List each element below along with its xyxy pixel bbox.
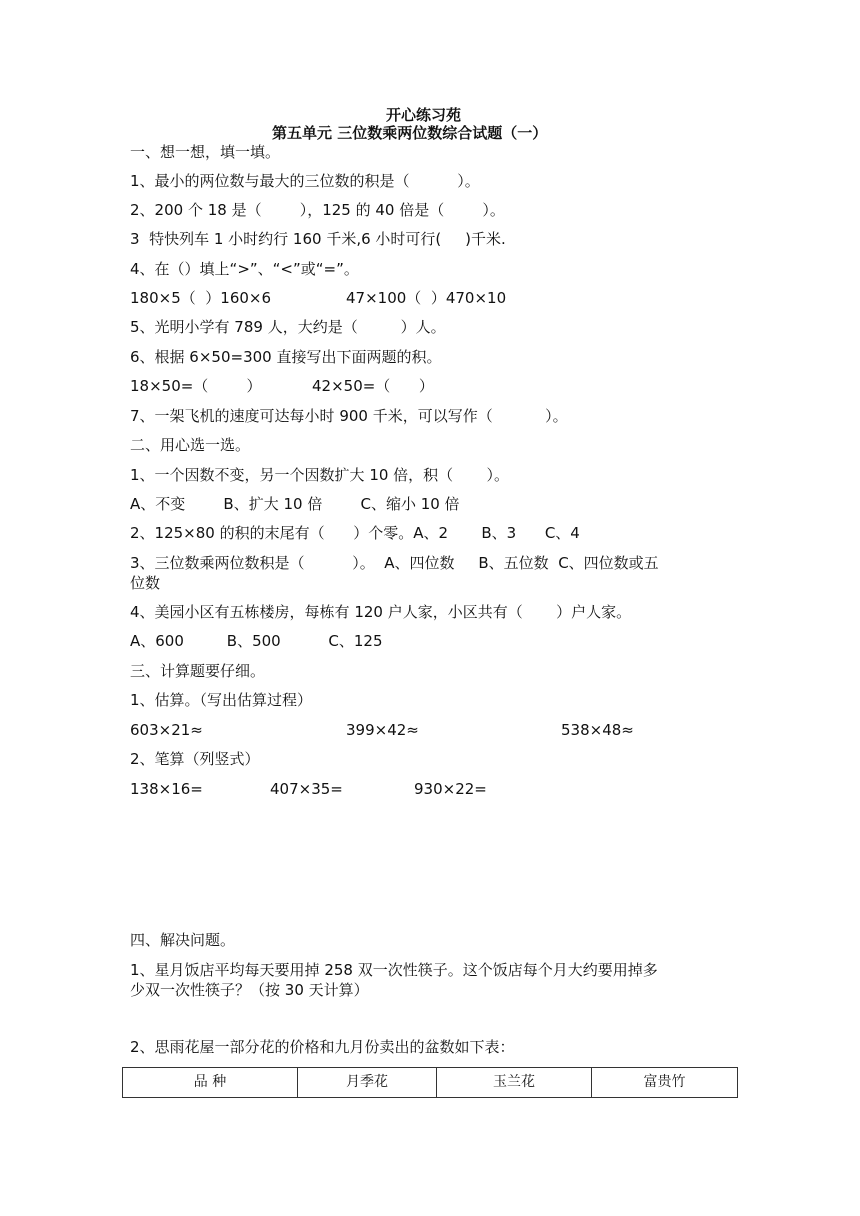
question-2-4-options: A、600 B、500 C、125	[130, 632, 383, 650]
question-2-1-options: A、不变 B、扩大 10 倍 C、缩小 10 倍	[130, 495, 460, 513]
table-header-magnolia: 玉兰花	[437, 1068, 592, 1098]
estimate-c: 538×48≈	[561, 721, 634, 739]
question-1-3: 3 特快列车 1 小时约行 160 千米,6 小时可行( )千米.	[130, 230, 506, 248]
page-subtitle: 第五单元 三位数乘两位数综合试题（一）	[272, 124, 548, 142]
section3-heading: 三、计算题要仔细。	[130, 662, 266, 680]
question-1-7: 7、一架飞机的速度可达每小时 900 千米，可以写作（ ）。	[130, 407, 568, 425]
question-2-1: 1、一个因数不变，另一个因数扩大 10 倍，积（ ）。	[130, 466, 510, 484]
question-1-2: 2、200 个 18 是（ ），125 的 40 倍是（ ）。	[130, 201, 505, 219]
page-title: 开心练习苑	[386, 106, 462, 124]
section4-heading: 四、解决问题。	[130, 931, 236, 949]
problem-4-2: 2、思雨花屋一部分花的价格和九月份卖出的盆数如下表：	[130, 1038, 515, 1056]
question-1-4a: 180×5（ ）160×6	[130, 289, 272, 307]
estimate-heading: 1、估算。（写出估算过程）	[130, 691, 313, 709]
problem-4-1-line2: 少双一次性筷子？（按 30 天计算）	[130, 981, 369, 999]
question-2-3-line1: 3、三位数乘两位数积是（ ）。 A、四位数 B、五位数 C、四位数或五	[130, 554, 659, 572]
problem-4-1-line1: 1、星月饭店平均每天要用掉 258 双一次性筷子。这个饭店每个月大约要用掉多	[130, 961, 658, 979]
question-1-6: 6、根据 6×50=300 直接写出下面两题的积。	[130, 348, 442, 366]
calc-b: 407×35=	[270, 780, 343, 798]
table-header-lucky-bamboo: 富贵竹	[592, 1068, 738, 1098]
question-2-4: 4、美园小区有五栋楼房，每栋有 120 户人家，小区共有（ ）户人家。	[130, 603, 632, 621]
question-1-5: 5、光明小学有 789 人，大约是（ ）人。	[130, 318, 446, 336]
question-1-6b: 42×50=（ ）	[312, 377, 434, 395]
question-2-3-line2: 位数	[130, 574, 161, 592]
flower-price-table	[122, 1067, 738, 1098]
question-1-1: 1、最小的两位数与最大的三位数的积是（ ）。	[130, 172, 480, 190]
question-1-4: 4、在（）填上“>”、“<”或“=”。	[130, 260, 359, 278]
table-header-variety: 品 种	[123, 1068, 298, 1098]
table-header-row	[123, 1068, 738, 1098]
estimate-a: 603×21≈	[130, 721, 203, 739]
section2-heading: 二、用心选一选。	[130, 436, 251, 454]
calc-a: 138×16=	[130, 780, 203, 798]
calc-c: 930×22=	[414, 780, 487, 798]
question-2-2: 2、125×80 的积的末尾有（ ）个零。A、2 B、3 C、4	[130, 524, 580, 542]
question-1-4b: 47×100（ ）470×10	[346, 289, 507, 307]
question-1-6a: 18×50=（ ）	[130, 377, 262, 395]
section1-heading: 一、想一想，填一填。	[130, 143, 281, 161]
written-calc-heading: 2、笔算（列竖式）	[130, 750, 260, 768]
table-header-rose: 月季花	[298, 1068, 437, 1098]
estimate-b: 399×42≈	[346, 721, 419, 739]
